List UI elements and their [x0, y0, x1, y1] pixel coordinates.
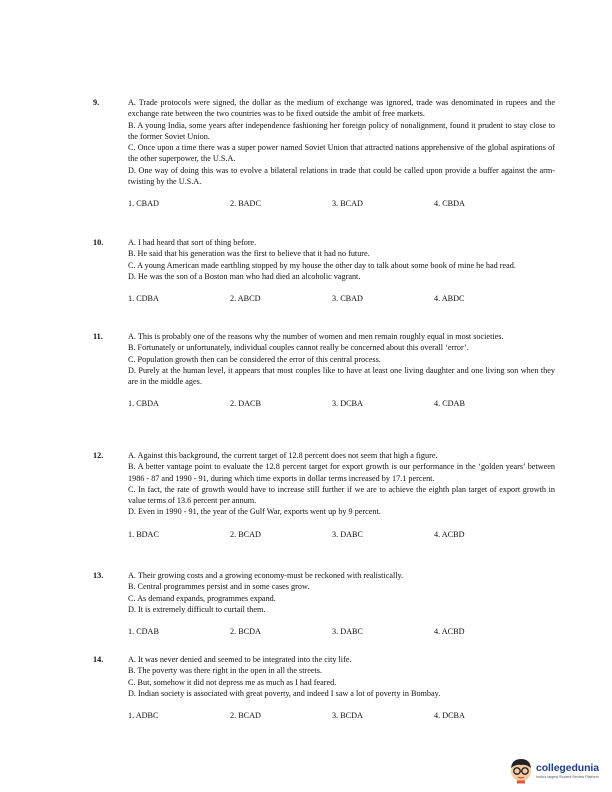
statement-a: A. It was never denied and seemed to be integrated into the city life.: [128, 655, 352, 664]
option-1[interactable]: 1. ADBC: [128, 711, 159, 721]
question-number: 12.: [93, 451, 104, 460]
statement-a: A. I had heard that sort of thing before.: [128, 238, 257, 247]
statement-d: D. Even in 1990 - 91, the year of the Gulf War, exports went up by 9 percent.: [128, 507, 381, 517]
logo-wordmark: collegedunia: [536, 762, 599, 774]
question-number: 11.: [93, 332, 103, 341]
option-3[interactable]: 3. DABC: [332, 529, 363, 539]
option-3[interactable]: 3. BCDA: [332, 711, 363, 721]
statement-b: B. He said that his generation was the first to believe that it had no future.: [128, 249, 370, 259]
answer-options: [128, 198, 555, 209]
statement-c: C. Once upon a time there was a super power named Soviet Union that attracted nations apprehensive of the global aspirations of the other superpower, the U.S.A.: [128, 143, 555, 164]
question-12: [93, 450, 555, 540]
option-2[interactable]: 2. BCAD: [230, 711, 261, 721]
statement-b: B. Central programmes persist and in some cases grow.: [128, 582, 310, 592]
option-3[interactable]: 3. BCAD: [332, 199, 363, 209]
question-9: [93, 97, 555, 209]
statement-d: D. It is extremely difficult to curtail them.: [128, 604, 266, 614]
statement-d: D. One way of doing this was to evolve a bilateral relations in trade that could be called upon provide a buffer against the arm-twisting by the U.S.A.: [128, 165, 555, 187]
option-2[interactable]: 2. ABCD: [230, 294, 261, 304]
question-10: [93, 237, 555, 304]
statement-c: C. But, somehow it did not depress me as much as I had feared.: [128, 677, 337, 687]
answer-options: [128, 529, 555, 540]
statement-b: B. The poverty was there right in the open in all the streets.: [128, 666, 323, 676]
question-13: [93, 570, 555, 637]
option-4[interactable]: 4. CBDA: [434, 199, 465, 209]
question-11: [93, 331, 555, 409]
option-4[interactable]: 4. ABDC: [434, 294, 465, 304]
option-1[interactable]: 1. CBAD: [128, 199, 159, 209]
statement-c: C. Population growth then can be considered the error of this central process.: [128, 354, 381, 364]
option-1[interactable]: 1. BDAC: [128, 529, 159, 539]
question-number: 9.: [93, 98, 100, 107]
option-4[interactable]: 4. ACBD: [434, 529, 465, 539]
question-number: 14.: [93, 655, 104, 664]
option-3[interactable]: 3. DABC: [332, 627, 363, 637]
question-14: [93, 654, 555, 721]
option-2[interactable]: 2. BCAD: [230, 529, 261, 539]
statement-c: C. A young American made earthling stopped by my house the other day to talk about some book of mine he had read.: [128, 260, 516, 270]
option-4[interactable]: 4. ACBD: [434, 627, 465, 637]
statement-d: D. Indian society is associated with great poverty, and indeed I saw a lot of poverty in Bombay.: [128, 688, 441, 698]
answer-options: [128, 626, 555, 637]
statement-b: B. Fortunately or unfortunately, individual couples cannot really be concerned about this overall ‘error’.: [128, 343, 469, 353]
question-number: 10.: [93, 238, 104, 247]
option-3[interactable]: 3. DCBA: [332, 399, 363, 409]
statement-d: D. He was the son of a Boston man who had died an alcoholic vagrant.: [128, 271, 361, 281]
option-2[interactable]: 2. DACB: [230, 399, 261, 409]
option-1[interactable]: 1. CDBA: [128, 294, 159, 304]
option-3[interactable]: 3. CBAD: [332, 294, 363, 304]
statement-a: A. Trade protocols were signed, the dollar as the medium of exchange was ignored, trade was denominated in rupees and the exchange rate between the two countries was to be fixed outside the ambit of free markets.: [128, 98, 555, 119]
statement-a: A. Against this background, the current target of 12.8 percent does not seem that high a figure.: [128, 451, 438, 460]
option-2[interactable]: 2. BCDA: [230, 627, 261, 637]
option-1[interactable]: 1. CBDA: [128, 399, 159, 409]
statement-c: C. As demand expands, programmes expand.: [128, 593, 276, 603]
answer-options: [128, 710, 555, 721]
option-2[interactable]: 2. BADC: [230, 199, 261, 209]
statement-b: B. A young India, some years after independence fashioning her foreign policy of nonalignment, found it prudent to stay close to the former Soviet Union.: [128, 120, 555, 141]
option-4[interactable]: 4. DCBA: [434, 711, 465, 721]
option-1[interactable]: 1. CDAB: [128, 627, 159, 637]
statement-b: B. A better vantage point to evaluate the 12.8 percent target for export growth is our performance in the ‘golden years’ between 1986 - 87 and 1990 - 91, during which time exports in dollar terms increased by 17.1 percent.: [128, 462, 555, 483]
collegedunia-logo[interactable]: [508, 756, 604, 786]
question-number: 13.: [93, 571, 104, 580]
statement-c: C. In fact, the rate of growth would have to increase still further if we are to achieve the eighth plan target of export growth in value terms of 13.6 percent per annum.: [128, 484, 555, 506]
statement-a: A. This is probably one of the reasons why the number of women and men remain roughly equal in most societies.: [128, 332, 504, 341]
option-4[interactable]: 4. CDAB: [434, 399, 465, 409]
statement-a: A. Their growing costs and a growing economy-must be reckoned with realistically.: [128, 571, 404, 580]
answer-options: [128, 293, 555, 304]
mascot-icon: [508, 756, 534, 784]
logo-tagline: India's largest Student Review Platform: [536, 775, 599, 779]
statement-d: D. Purely at the human level, it appears that most couples like to have at least one living daughter and one living son when they are in the middle ages.: [128, 365, 555, 387]
answer-options: [128, 398, 555, 409]
